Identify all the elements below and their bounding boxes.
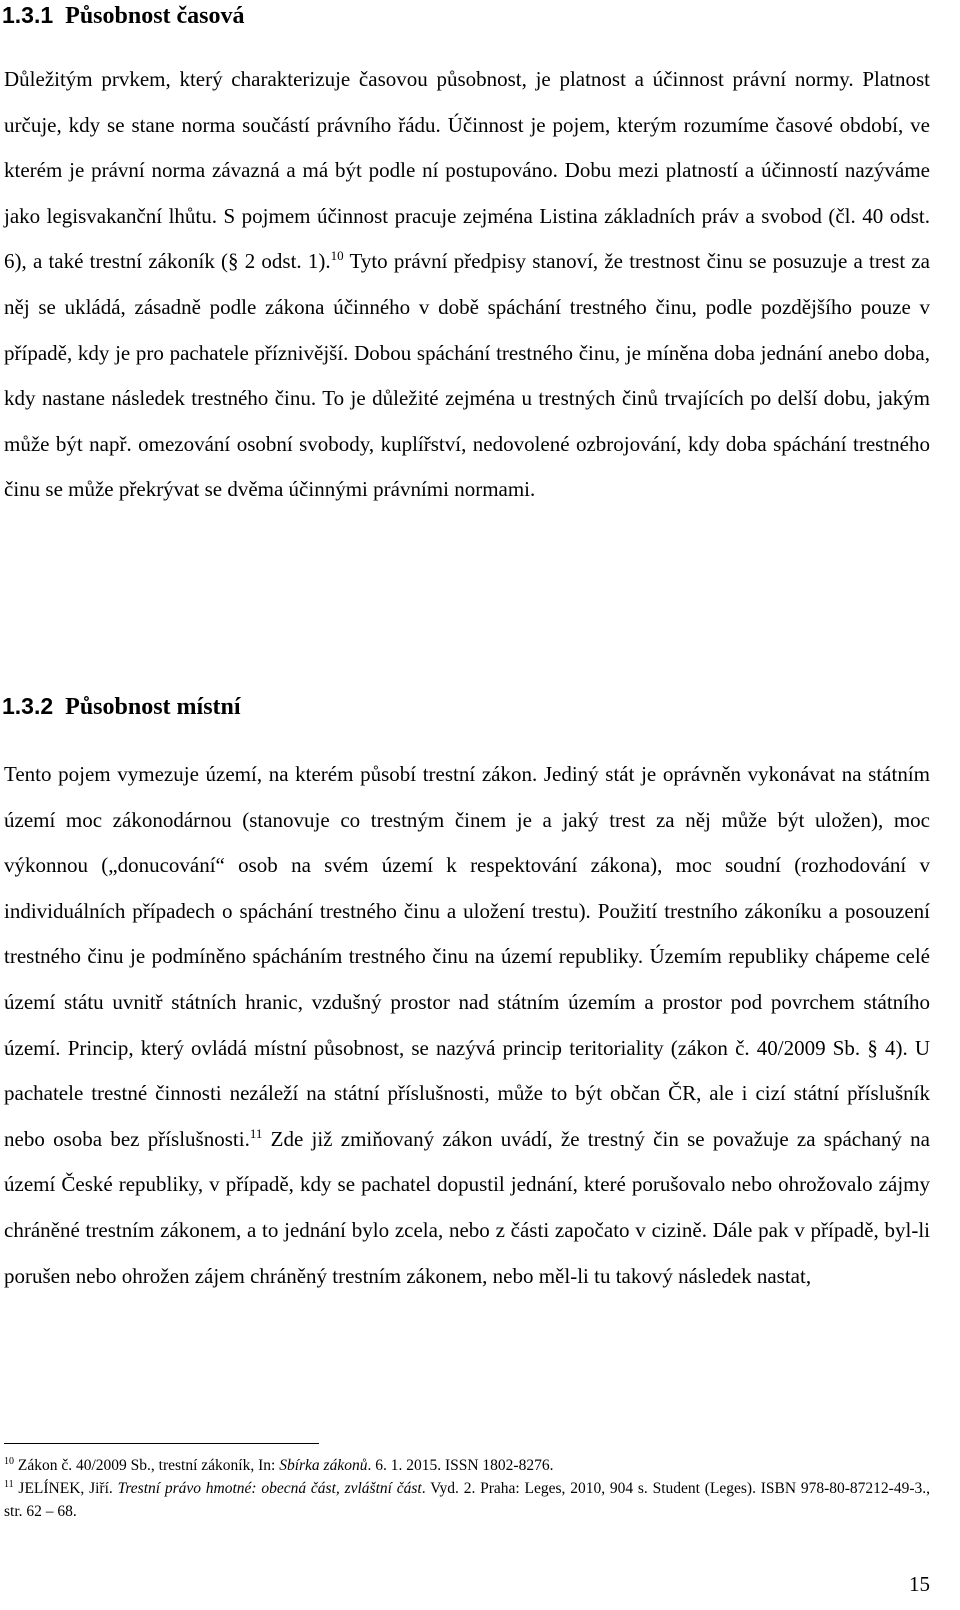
section-heading-2 <box>2 693 241 721</box>
paragraph-text: Důležitým prvkem, který charakterizuje časovou působnost, je platnost a účinnost právní normy. Platnost určuje, kdy se stane norma součástí právního řádu. Účinnost je pojem, kterým rozumíme časové období, ve kterém je právní norma závazná a má být podle ní postupováno. Dobu mezi platností a účinností nazýváme jako legisvakanční lhůtu. S pojmem účinnost pracuje zejména Listina základních práv a svobod (čl. 40 odst. 6), a také trestní zákoník (§ 2 odst. 1). <box>4 67 930 274</box>
paragraph-text: Zde již zmiňovaný zákon uvádí, že trestný čin se považuje za spáchaný na území České republiky, v případě, kdy se pachatel dopustil jednání, které porušovalo nebo ohrožovalo zájmy chráněné trestním zákonem, a to jednání bylo zcela, nebo z části započato v cizině. Dále pak v případě, byl-li porušen nebo ohrožen zájem chráněný trestním zákonem, nebo měl-li tu takový následek nastat, <box>4 1126 930 1288</box>
footnote-text: Zákon č. 40/2009 Sb., trestní zákoník, In: <box>14 1457 280 1474</box>
section-paragraph-1 <box>4 57 930 513</box>
footnote-reference[interactable]: 11 <box>249 1125 263 1141</box>
footnote-italic-title: Trestní právo hmotné: obecná část, zvláštní část <box>117 1480 422 1497</box>
paragraph-text: Tento pojem vymezuje území, na kterém působí trestní zákon. Jediný stát je oprávněn vykonávat na státním území moc zákonodárnou (stanovuje co trestným činem je a jaký trest za něj může být uložen), moc výkonnou („donucování“ osob na svém území k respektování zákona), moc soudní (rozhodování v individuálních případech o spáchání trestného činu a uložení trestu). Použití trestního zákoníku a posouzení trestného činu je podmíněno spácháním trestného činu na území republiky. Územím republiky chápeme celé území státu uvnitř státních hranic, vzdušný prostor nad státním územím a prostor pod povrchem státního území. Princip, který ovládá místní působnost, se nazývá princip teritoriality (zákon č. 40/2009 Sb. § 4). U pachatele trestné činnosti nezáleží na státní příslušnosti, může to být občan ČR, ale i cizí státní příslušník nebo osoba bez příslušnosti. <box>4 762 930 1151</box>
footnote-separator <box>4 1443 319 1444</box>
footnote-text: . Vyd. 2. Praha: Leges, 2010, 904 s. Student (Leges). ISBN 978-80-87212-49-3., str. 62 – 68. <box>4 1480 930 1520</box>
section-number: 1.3.1 <box>2 2 54 28</box>
paragraph-text: Tyto právní předpisy stanoví, že trestnost činu se posuzuje a trest za něj se ukládá, zásadně podle zákona účinného v době spáchání trestného činu, podle pozdějšího pouze v případě, kdy je pro pachatele příznivější. Dobou spáchání trestného činu, je míněna doba jednání anebo doba, kdy nastane následek trestného činu. To je důležité zejména u trestných činů trvajících po delší dobu, jakým může být např. omezování osobní svobody, kuplířství, nedovolené ozbrojování, kdy doba spáchání trestného činu se může překrývat se dvěma účinnými právními normami. <box>4 249 931 502</box>
footnote-reference[interactable]: 10 <box>330 248 344 264</box>
section-title: Působnost časová <box>65 3 245 29</box>
section-paragraph-2 <box>4 752 930 1299</box>
section-title: Působnost místní <box>65 694 241 720</box>
section-number: 1.3.2 <box>2 693 54 719</box>
footnote-10 <box>4 1454 930 1477</box>
footnote-number: 11 <box>4 1478 14 1490</box>
section-heading-1 <box>2 2 245 30</box>
page-number: 15 <box>909 1572 930 1596</box>
footnote-text: JELÍNEK, Jiří. <box>13 1480 118 1497</box>
footnote-11 <box>4 1477 930 1523</box>
footnote-text: . 6. 1. 2015. ISSN 1802-8276. <box>367 1457 554 1474</box>
footnote-italic-title: Sbírka zákonů <box>279 1457 368 1474</box>
footnote-number: 10 <box>4 1455 14 1467</box>
